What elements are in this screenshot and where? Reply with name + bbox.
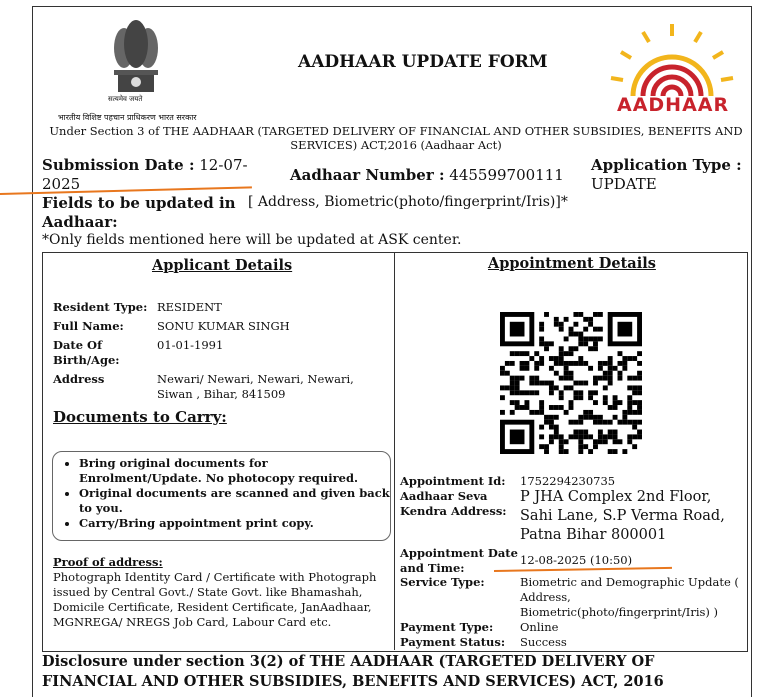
column-divider: [394, 252, 395, 650]
center-address-label: Aadhaar Seva Kendra Address:: [400, 489, 507, 518]
submission-date-value: 12-07-2025: [42, 156, 248, 193]
appointment-details-title: Appointment Details: [488, 255, 656, 272]
service-type-label: Service Type:: [400, 575, 485, 589]
qr-code-icon: [500, 312, 642, 454]
payment-status-value: Success: [520, 635, 567, 649]
aadhaar-number-value: 445599700111: [449, 166, 564, 184]
emblem-caption: सत्यमेव जयते: [108, 95, 143, 103]
full-name-label: Full Name:: [53, 319, 124, 333]
appointment-id-label: Appointment Id:: [400, 474, 506, 488]
form-subtitle: [44, 124, 748, 152]
fields-to-update-label: Fields to be updated in Aadhaar:: [42, 194, 236, 231]
proof-text: Photograph Identity Card / Certificate with Photograph issued by Central Govt./ State Govt. like Bhamashah, Domicile Certificate, Resident Certificate, JanAadhaar, MGNREGA/ NREGS Job Card, Labour Card etc.: [53, 570, 377, 629]
appointment-datetime-value: 12-08-2025 (10:50): [520, 553, 633, 567]
address-label: Address: [53, 372, 105, 386]
center-address-value: P JHA Complex 2nd Floor, Sahi Lane, S.P Verma Road, Patna Bihar 800001: [520, 489, 725, 543]
document-item: • Carry/Bring appointment print copy.: [79, 516, 390, 531]
proof-title: Proof of address:: [53, 555, 163, 569]
application-type-value: UPDATE: [591, 175, 657, 193]
payment-type-value: Online: [520, 620, 559, 634]
payment-type-label: Payment Type:: [400, 620, 494, 634]
address-value: Newari/ Newari, Newari, Newari, Siwan , Bihar, 841509: [157, 372, 354, 401]
aadhaar-logo-text: AADHAAR: [617, 94, 730, 116]
subtitle-line-2: SERVICES) ACT,2016 (Aadhaar Act): [290, 138, 502, 152]
dob-value: 01-01-1991: [157, 338, 224, 352]
subtitle-line-1: Under Section 3 of THE AADHAAR (TARGETED DELIVERY OF FINANCIAL AND OTHER SUBSIDIES, BENEFITS AND: [49, 124, 743, 138]
full-name-value: SONU KUMAR SINGH: [157, 319, 290, 333]
payment-status-label: Payment Status:: [400, 635, 506, 649]
service-type-value: Biometric and Demographic Update ( Address, Biometric(photo/fingerprint/Iris) ): [520, 575, 739, 619]
documents-list: [53, 452, 390, 531]
documents-box: [52, 451, 391, 541]
documents-title: Documents to Carry:: [53, 408, 227, 426]
dob-label: Date Of Birth/Age:: [53, 338, 120, 367]
national-emblem-icon: [110, 14, 162, 100]
aadhaar-number: [290, 166, 564, 184]
resident-type-value: RESIDENT: [157, 300, 222, 314]
resident-type-label: Resident Type:: [53, 300, 148, 314]
document-item: • Original documents are scanned and given back to you.: [79, 486, 390, 516]
applicant-details-title: Applicant Details: [152, 257, 293, 274]
appointment-id-value: 1752294230735: [520, 474, 616, 488]
document-item: • Bring original documents for Enrolment/Update. No photocopy required.: [79, 456, 390, 486]
fields-note: *Only fields mentioned here will be updated at ASK center.: [42, 232, 462, 248]
disclosure-text: Disclosure under section 3(2) of THE AADHAAR (TARGETED DELIVERY OF FINANCIAL AND OTHER SUBSIDIES, BENEFITS AND SERVICES) ACT, 2016: [42, 653, 664, 690]
authority-name: भारतीय विशिष्ट पहचान प्राधिकरण भारत सरकार: [58, 113, 197, 122]
submission-date-label: Submission Date :: [42, 156, 195, 174]
application-type: [591, 156, 742, 194]
appointment-datetime-label: Appointment Date and Time:: [400, 546, 518, 575]
application-type-label: Application Type :: [591, 156, 742, 174]
aadhaar-number-label: Aadhaar Number :: [290, 166, 445, 184]
form-title: AADHAAR UPDATE FORM: [298, 52, 548, 72]
fields-to-update-value: [ Address, Biometric(photo/fingerprint/Iris)]*: [248, 194, 568, 210]
